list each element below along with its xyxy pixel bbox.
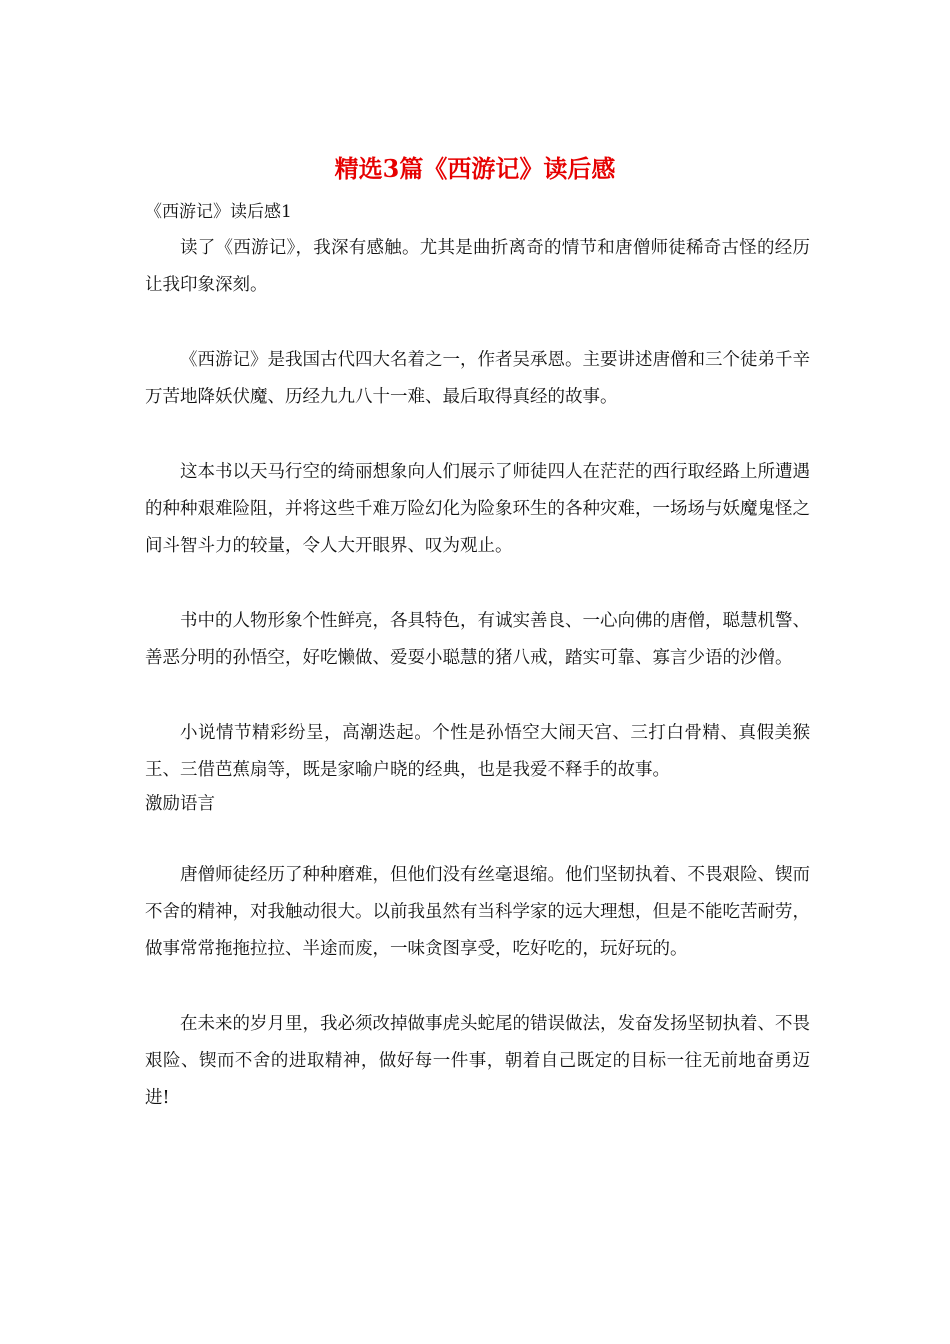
paragraph-2: 《西游记》是我国古代四大名着之一，作者吴承恩。主要讲述唐僧和三个徒弟千辛万苦地降妖伏魔、历经九九八十一难、最后取得真经的故事。 bbox=[145, 350, 810, 407]
paragraph-3: 这本书以天马行空的绮丽想象向人们展示了师徒四人在茫茫的西行取经路上所遭遇的种种艰难险阻，并将这些千难万险幻化为险象环生的各种灾难，一场场与妖魔鬼怪之间斗智斗力的较量，令人大开眼界、叹为观止。 bbox=[145, 462, 810, 556]
inline-note: 激励语言 bbox=[145, 794, 215, 814]
paragraph-7: 在未来的岁月里，我必须改掉做事虎头蛇尾的错误做法，发奋发扬坚韧执着、不畏艰险、锲而不舍的进取精神，做好每一件事，朝着自己既定的目标一往无前地奋勇迈进! bbox=[145, 1014, 810, 1108]
paragraph-5: 小说情节精彩纷呈，高潮迭起。个性是孙悟空大闹天宫、三打白骨精、真假美猴王、三借芭蕉扇等，既是家喻户晓的经典，也是我爱不释手的故事。 bbox=[145, 723, 810, 780]
document-title: 精选3篇《西游记》读后感 bbox=[334, 154, 616, 183]
paragraph-6: 唐僧师徒经历了种种磨难，但他们没有丝毫退缩。他们坚韧执着、不畏艰险、锲而不舍的精神，对我触动很大。以前我虽然有当科学家的远大理想，但是不能吃苦耐劳，做事常常拖拖拉拉、半途而废，一味贪图享受，吃好吃的，玩好玩的。 bbox=[145, 865, 810, 959]
document-body bbox=[145, 230, 810, 1155]
paragraph-1: 读了《西游记》，我深有感触。尤其是曲折离奇的情节和唐僧师徒稀奇古怪的经历让我印象深刻。 bbox=[145, 238, 810, 295]
document-subtitle: 《西游记》读后感1 bbox=[145, 202, 292, 222]
paragraph-4: 书中的人物形象个性鲜亮，各具特色，有诚实善良、一心向佛的唐僧，聪慧机警、善恶分明的孙悟空，好吃懒做、爱耍小聪慧的猪八戒，踏实可靠、寡言少语的沙僧。 bbox=[145, 611, 810, 668]
